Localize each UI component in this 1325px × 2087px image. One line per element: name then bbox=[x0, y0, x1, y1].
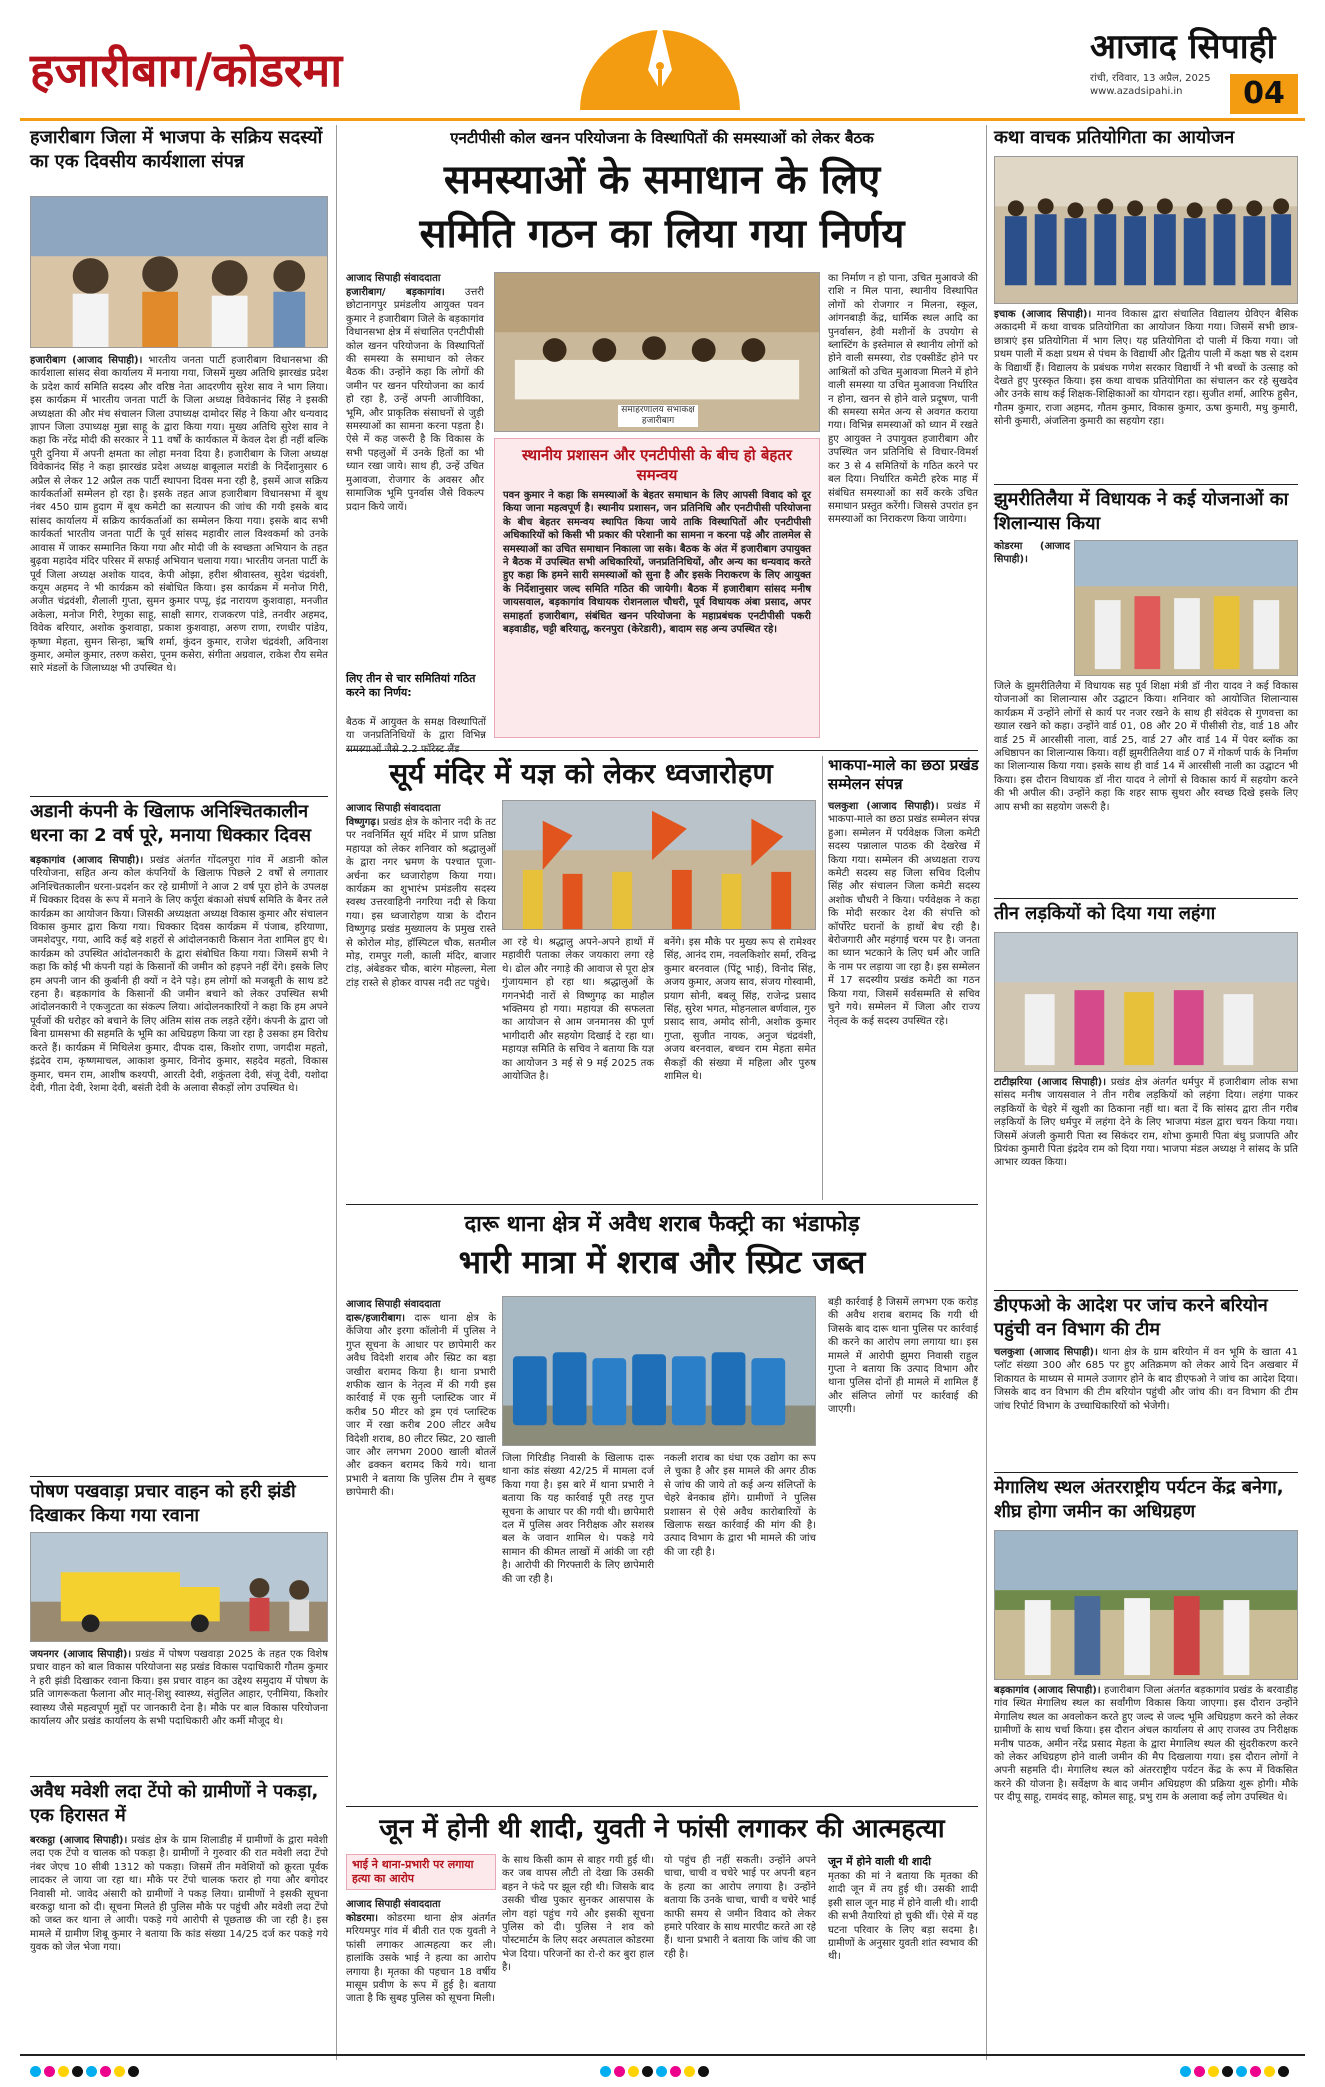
col1-article-4-body: बरकट्ठा (आजाद सिपाही)। प्रखंड क्षेत्र के ग्राम शिलाडीह में ग्रामीणों के द्वारा मवेशी लदा एक टेंपो व चालक को पकड़ा है। ग्रामीणों ने गुरुवार की रात मवेशी लदा टेंपो नंबर जेएच 10 सीबी 1312 को पकड़ा। जिसमें तीन मवेशियों को क्रूरता पूर्वक लादकर ले जाया जा रहा था। मौके पर टेंपो चालक फरार हो गया और बगोदर निवासी मो. जावेद अंसारी को ग्रामीणों ने पकड़ लिया। ग्रामीणों ने इसकी सूचना बरकट्ठा थाना को दी। सूचना मिलते ही पुलिस मौके पर पहुंची और मवेशी लदा टेंपो को जब्त कर थाना ले आयी। पकड़े गये आरोपी से पूछताछ की जा रही है। इस मामले में ग्रामीण शिबू कुमार ने बताया कि कांड संख्या 14/25 दर्ज कर पकड़े गये युवक को जेल भेजा गया। bbox=[30, 1835, 328, 1954]
byline: आजाद सिपाही संवाददाता bbox=[346, 273, 441, 284]
masthead-rule bbox=[20, 118, 1305, 121]
registration-dot bbox=[1194, 2066, 1205, 2077]
liquor-body-right: नकली शराब का धंधा एक उद्योग का रूप ले चुका है और इस मामले की अगर ठीक से जांच की जाये तो कई अन्य संलिप्तों के चेहरे बेनकाब होंगे। ग्रामीणों ने पुलिस प्रशासन से ऐसे अवैध कारोबारियों के खिलाफ सख्त कार्रवाई की मांग की है। उत्पाद विभाग के द्वारा भी मामले की जांच की जा रही है। bbox=[664, 1453, 816, 1558]
highlight-body: पवन कुमार ने कहा कि समस्याओं के बेहतर समाधान के लिए आपसी विवाद को दूर किया जाना महत्वपूर्ण है। स्थानीय प्रशासन, जन प्रतिनिधि और एनटीपीसी परियोजना के बीच बेहतर समन्वय स्थापित किया जाये ताकि विस्थापितों और एनटीपीसी अधिकारियों को किसी भी प्रकार की परेशानी का सामना न करना पड़े और तालमेल से समस्याओं का उचित समाधान निकाला जा सके। बैठक के अंत में हजारीबाग उपायुक्त ने बैठक में उपस्थित सभी अधिकारियों, जनप्रतिनिधियों, और अन्य का धन्यवाद करते हुए कहा कि हमने सारी समस्याओं को सुना है और इसके निराकरण के लिए आयुक्त के निर्देशानुसार जल्द समिति गठित की जायेगी। बैठक में हजारीबाग सांसद मनीष जायसवाल, बड़कागांव विधायक रोशनलाल चौधरी, पूर्व विधायक अंबा प्रसाद, अपर समाहर्ता हजारीबाग, संबंधित खनन परियोजना के महाप्रबंधक एनटीपीसी पकरी बड़वाडीह, चट्टी बरियातू, करनपुरा (केरेडारी), बादाम सह अन्य उपस्थित रहे। bbox=[503, 490, 811, 636]
cpiml-headline: भाकपा-माले का छठा प्रखंड सम्मेलन संपन्न bbox=[828, 756, 979, 793]
paper-name: आजाद सिपाही bbox=[1090, 27, 1276, 67]
col3-article-3-headline: तीन लड़कियों को दिया गया लहंगा bbox=[994, 903, 1216, 924]
photo-nutrition-vehicle bbox=[30, 1532, 328, 1642]
center-headline-2: समिति गठन का लिया गया निर्णय bbox=[419, 211, 905, 257]
registration-dot bbox=[44, 2066, 55, 2077]
photo-lehenga bbox=[994, 932, 1298, 1072]
liquor-body-far: बड़ी कार्रवाई है जिसमें लगभग एक करोड़ की अवैध शराब बरामद कि गयी थी जिसके बाद दारू थाना पुलिस पर कार्रवाई की करने का आरोप लगा लगाया था। इस मामले में आरोपी झुमरा निवासी राहुल गुप्ता ने बताया कि उत्पाद विभाग और थाना पुलिस दोनों ही मामले में शामिल हैं और संलिप्त लोगों पर कार्रवाई की जाएगी। bbox=[828, 1297, 978, 1416]
divider bbox=[30, 1776, 328, 1777]
registration-dot bbox=[642, 2066, 653, 2077]
column-divider bbox=[986, 125, 987, 2060]
center-kicker: एनटीपीसी कोल खनन परियोजना के विस्थापितों की समस्याओं को लेकर बैठक bbox=[450, 129, 874, 147]
suicide-box-body: मृतका की मां ने बताया कि मृतका की शादी जून में तय हुई थी। उसकी शादी इसी साल जून माह में होने वाली थी। शादी की सभी तैयारियां हो चुकी थीं। ऐसे में यह घटना परिवार के लिए बड़ा सदमा है। ग्रामीणों के अनुसार युवती शांत स्वभाव की थी। bbox=[828, 1871, 978, 1963]
headline: अडानी कंपनी के खिलाफ अनिश्चितकालीन धरना का 2 वर्ष पूरे, मनाया धिक्कार दिवस bbox=[30, 801, 312, 846]
divider bbox=[994, 484, 1298, 485]
registration-dot bbox=[30, 2066, 41, 2077]
divider bbox=[30, 796, 328, 797]
registration-dot bbox=[656, 2066, 667, 2077]
liquor-body-left: दारू/हजारीबाग। दारू थाना क्षेत्र के केंजिया और इरगा कॉलोनी में पुलिस ने गुप्त सूचना के आधार पर छापेमारी कर अवैध विदेशी शराब और स्प्रिट का बड़ा जखीरा बरामद किया है। थाना प्रभारी शफीक खान के नेतृत्व में की गयी इस कार्रवाई में एक सुनी प्लास्टिक जार में करीब 50 मीटर को ड्रम एवं प्लास्टिक जार में रखा करीब 200 लीटर अवैध विदेशी शराब, 80 लीटर स्प्रिट, 20 खाली जार और लगभग 2000 खाली बोतलें और ढक्कन बरामद किये गये। थाना प्रभारी ने बताया कि पुलिस टीम ने सुबह छापेमारी की। bbox=[346, 1313, 496, 1499]
website: www.azadsipahi.in bbox=[1090, 86, 1183, 97]
center-top-body-left: हजारीबाग/ बड़कागांव। उत्तरी छोटानागपुर प्रमंडलीय आयुक्त पवन कुमार ने हजारीबाग जिले के बड़कागांव विधानसभा क्षेत्र में संचालित एनटीपीसी कोल खनन परियोजना के विस्थापितों की समस्या के समाधान को लेकर बैठक की। उन्होंने कहा कि लोगों की जमीन पर खनन परियोजना का कार्य हो रहा है, उन्हें अपनी आजीविका, भूमि, और प्राकृतिक संसाधनों से जुड़ी समस्याओं का सामना करना पड़ता है। ऐसे में कह जरूरी है कि विकास के सभी पहलुओं में उनके हितों का भी ध्यान रखा जाये। साथ ही, उन्हें उचित मुआवजा, रोजगार के अवसर और सामाजिक भूमि पुनर्वास जैसे विकल्प प्रदान किये जायें। bbox=[346, 287, 484, 513]
suicide-body-mid: के साथ किसी काम से बाहर गयी हुई थी। कर जब वापस लौटी तो देखा कि उसकी बहन ने फंदे पर झूल रही थी। जिसके बाद उसकी चीख पुकार सुनकर आसपास के लोग वहां पहुंच गये और इसकी सूचना पुलिस को दी। पुलिस ने शव को पोस्टमार्टम के लिए सदर अस्पताल कोडरमा भेज दिया। परिजनों का रो-रो कर बुरा हाल है। bbox=[502, 1855, 654, 1974]
divider bbox=[994, 1290, 1298, 1291]
registration-dots-center bbox=[600, 2062, 712, 2081]
photo-foundation bbox=[1074, 540, 1298, 676]
registration-dot bbox=[1208, 2066, 1219, 2077]
registration-dot bbox=[684, 2066, 695, 2077]
col3-article-2-headline: झुमरीतिलैया में विधायक ने कई योजनाओं का शिलान्यास किया bbox=[994, 489, 1289, 534]
page-number: 04 bbox=[1230, 74, 1298, 114]
column-divider bbox=[822, 756, 823, 1200]
col3-article-1-headline: कथा वाचक प्रतियोगिता का आयोजन bbox=[994, 127, 1235, 148]
photo-megalith bbox=[994, 1530, 1298, 1680]
suicide-subhead: भाई ने थाना-प्रभारी पर लगाया हत्या का आरोप bbox=[352, 1858, 474, 1885]
col3-article-1-body: इचाक (आजाद सिपाही)। मानव विकास द्वारा संचालित विद्यालय ग्रेविएन बैसिक अकादमी में कथा वाचक प्रतियोगिता का आयोजन किया गया। जिसमें सभी छात्र-छात्राएं इस प्रतियोगिता में भाग लिए। यह प्रतियोगिता दो पाली में किया गया। जो प्रथम पाली में कक्षा प्रथम से पंचम के विद्यार्थी और द्वितीय पाली में कक्षा षष्ठ से दशम के विद्यार्थी हैं। विद्यालय के प्रबंधक गणेश सरकार विद्यार्थी ने भी बच्चों के उत्साह को देखते हुए पुरस्कृत किया। इस कथा वाचक प्रतियोगिता का संचालन कर रहे सुखदेव और उनके साथ कई शिक्षक-शिक्षिकाओं का योगदान रहा। सुजीत शर्मा, आरिफ हुसैन, गौतम कुमार, राजा अहमद, गौतम कुमार, विकास कुमार, ऊषा कुमारी, मधु कुमारी, सोनी कुमारी, अंजलिना कुमारी का सहयोग रहा। bbox=[994, 309, 1298, 428]
byline: आजाद सिपाही संवाददाता bbox=[346, 803, 441, 814]
liquor-body-mid: जिला गिरिडीह निवासी के खिलाफ दारू थाना कांड संख्या 42/25 में मामला दर्ज किया गया है। इस बारे में थाना प्रभारी ने बताया कि यह कार्रवाई पूरी तरह गुप्त सूचना के आधार पर की गयी थी। छापेमारी दल में पुलिस अवर निरीक्षक और सशस्त्र बल के जवान शामिल थे। पकड़े गये सामान की कीमत लाखों में आंकी जा रही है। आरोपी की गिरफ्तारी के लिए छापेमारी की जा रही है। bbox=[502, 1453, 654, 1585]
registration-dot bbox=[1180, 2066, 1191, 2077]
registration-dots-left bbox=[30, 2062, 142, 2081]
headline: अवैध मवेशी लदा टेंपो को ग्रामीणों ने पकड़ा, एक हिरासत में bbox=[30, 1781, 319, 1826]
registration-dot bbox=[86, 2066, 97, 2077]
suicide-box-head: जून में होने वाली थी शादी bbox=[828, 1855, 931, 1868]
headline: पोषण पखवाड़ा प्रचार वाहन को हरी झंडी दिखाकर किया गया रवाना bbox=[30, 1481, 296, 1526]
cpiml-body: चलकुशा (आजाद सिपाही)। प्रखंड में भाकपा-माले का छठा प्रखंड सम्मेलन संपन्न हुआ। सम्मेलन में पर्यवेक्षक जिला कमेटी सदस्य पन्नालाल पाठक की देखरेख में किया गया। सम्मेलन की अध्यक्षता राज्य कमेटी सदस्य सह जिला सचिव दिलीप सिंह और संचालन जिला कमेटी सदस्य अशोक चौधरी ने किया। पर्यवेक्षक ने कहा कि मोदी सरकार देश की संपत्ति को कॉर्पोरेट घरानों के हाथों बेच रही है। बेरोजगारी और महंगाई चरम पर है। जनता का ध्यान भटकाने के लिए धर्म और जाति के नाम पर लड़ाया जा रहा है। इस सम्मेलन में 17 सदस्यीय प्रखंड कमेटी का गठन किया गया, जिसमें सर्वसम्मति से सचिव चुने गये। सम्मेलन में जिला और राज्य नेतृत्व के कई सदस्य उपस्थित रहे। bbox=[828, 801, 980, 1027]
byline: आजाद सिपाही संवाददाता bbox=[346, 1899, 441, 1910]
highlight-box bbox=[494, 438, 820, 738]
col3-article-3-body: टाटीझरिया (आजाद सिपाही)। प्रखंड क्षेत्र अंतर्गत धर्मपुर में हजारीबाग लोक सभा सांसद मनीष जायसवाल ने तीन गरीब लड़कियों को लहंगा दिया। लहंगा पाकर लड़कियों के चेहरे में खुशी का ठिकाना नहीं था। बता दें कि सांसद द्वारा तीन गरीब लड़कियों के लिए धर्मपुर में लहंगा देने के लिए भाजपा मंडल द्वारा चयन किया गया। जिसमें अंजली कुमारी पिता स्व सिकंदर राम, शोभा कुमारी पिता बंधु प्रजापति और प्रियंका कुमारी पिता इंद्रदेव राम को दिया गया। भाजपा मंडल अध्यक्ष ने सांसद के प्रति आभार व्यक्त किया। bbox=[994, 1077, 1299, 1169]
registration-dot bbox=[1222, 2066, 1233, 2077]
surya-mandir-headline: सूर्य मंदिर में यज्ञ को लेकर ध्वजारोहण bbox=[389, 757, 773, 790]
registration-dot bbox=[128, 2066, 139, 2077]
registration-dot bbox=[100, 2066, 111, 2077]
col3-article-4-headline: डीएफओ के आदेश पर जांच करने बरियोन पहुंची वन विभाग की टीम bbox=[994, 1295, 1268, 1340]
center-headline-1: समस्याओं के समाधान के लिए bbox=[443, 157, 881, 203]
divider bbox=[994, 898, 1298, 899]
col1-article-2-body: बड़कागांव (आजाद सिपाही)। प्रखंड अंतर्गत गोंदलपुरा गांव में अडानी कोल परियोजना, सहित अन्य कोल कंपनियों के खिलाफ पिछले 2 वर्षों से लगातार अनिश्चितकालीन धरना-प्रदर्शन कर रहे ग्रामीणों ने आज 2 वर्ष पूरा होने के उपलक्ष में धिक्कार दिवस के रूप में मनाने के लिए कर्पूरा बंकाओ संघर्ष समिति के बैनर तले कार्यक्रम का आयोजन किया। जिसकी अध्यक्षता अध्यक्ष विकास कुमार और संचालन विकास कुमार द्वारा किया गया। धिक्कार दिवस कार्यक्रम में पंजाब, हरियाणा, जमशेदपुर, गया, आदि कई बड़े शहरों से आंदोलनकारी किसान नेता शामिल हुए थे। कार्यक्रम को उपस्थित आंदोलनकारी के द्वारा संबोधित किया गया। जिसमें सभी ने कहा कि कोई भी कंपनी यहां के किसानों की जमीन को हड़पने नहीं देंगे। इसके लिए हम अपनी जान की कुर्बानी ही क्यों न देने पड़े। हम लोगों को मजबूती के साथ डटे रहना है। बड़कागांव के किसानों की जमीन बचाने को लेकर उपस्थित सभी आंदोलनकारी ने एकजुटता का संकल्प लिया। आंदोलनकारियों ने कहा कि हम अपने पूर्वजों की धरोहर को बचाने के लिए अंतिम सांस तक लड़ते रहेंगे। कंपनी के द्वारा जो बिना ग्रामसभा की सहमति के भूमि का अधिग्रहण किया जा रहा है उसका हम विरोध करते हैं। कार्यक्रम में मिथिलेश कुमार, दीपक दास, किशोर राणा, जगदीश महतो, इंद्रदेव राम, कृष्णमाचल, आकाश कुमार, विनोद कुमार, सहदेव महतो, विकास कुमार, चमन राम, आशीष कश्यपी, आरती देवी, शकुंतला देवी, संजू देवी, यशोदा देवी, गीता देवी, रेशमा देवी, बसंती देवी के अलावा सैकड़ों लोग उपस्थित थे। bbox=[30, 855, 328, 1094]
masthead bbox=[0, 0, 1325, 120]
col1-article-4 bbox=[30, 1780, 328, 1828]
registration-dots-right bbox=[1180, 2062, 1292, 2081]
divider bbox=[30, 1476, 328, 1477]
dateline: रांची, रविवार, 13 अप्रैल, 2025 bbox=[1090, 73, 1211, 84]
registration-dot bbox=[628, 2066, 639, 2077]
divider bbox=[346, 750, 978, 751]
section-title: हजारीबाग/कोडरमा bbox=[30, 43, 343, 97]
registration-dot bbox=[1278, 2066, 1289, 2077]
suicide-body-left: कोडरमा। कोडरमा थाना क्षेत्र अंतर्गत मरियमपुर गांव में बीती रात एक युवती ने फांसी लगाकर आत्महत्या कर ली। हालांकि उसके भाई ने हत्या का आरोप लगाया है। मृतका की पहचान 18 वर्षीय मासूम प्रवीण के रूप में हुई है। बताया जाता है कि सुबह पुलिस को सूचना मिली। bbox=[346, 1913, 496, 2005]
column-divider bbox=[336, 125, 337, 2060]
col3-article-5-headline: मेगालिथ स्थल अंतरराष्ट्रीय पर्यटन केंद्र बनेगा, शीघ्र होगा जमीन का अधिग्रहण bbox=[994, 1477, 1284, 1522]
registration-dot bbox=[1250, 2066, 1261, 2077]
photo-bjp-workshop bbox=[30, 196, 328, 348]
surya-mandir-body-mid: आ रहे थे। श्रद्धालु अपने-अपने हाथों में महावीरी पताका लेकर जयकारा लगा रहे थे। ढोल और नगाड़े की आवाज से पूरा क्षेत्र गुंजायमान हो रहा था। श्रद्धालुओं के गगनभेदी नारों से विष्णुगढ़ का माहौल भक्तिमय हो गया। महायज्ञ की सफलता का आयोजन से आम जनमानस की पूर्ण भागीदारी और सहयोग दिखाई दे रहा था। महायज्ञ समिति के सचिव ने बताया कि यज्ञ का आयोजन 3 मई से 9 मई 2025 तक आयोजित है। bbox=[502, 937, 654, 1083]
highlight-headline: स्थानीय प्रशासन और एनटीपीसी के बीच हो बेहतर समन्वय bbox=[521, 446, 793, 484]
center-sub-head: लिए तीन से चार समितियां गठित करने का निर्णय: bbox=[346, 672, 476, 699]
col1-article-1 bbox=[30, 126, 328, 174]
footer-rule bbox=[20, 2054, 1305, 2056]
surya-mandir-body-left: विष्णुगढ़। प्रखंड क्षेत्र के कोनार नदी के तट पर नवनिर्मित सूर्य मंदिर में प्राण प्रतिष्ठा महायज्ञ को लेकर शनिवार को श्रद्धालुओं के द्वारा नगर भ्रमण के पश्चात पूजा-अर्चना कर ध्वजारोहण किया गया। कार्यक्रम का शुभारंभ प्रमंडलीय सदस्य स्वस्थ उत्तरवाहिनी नगरिया नदी से किया गया। इस ध्वजारोहण यात्रा के दौरान विष्णुगढ़ प्रखंड मुख्यालय के प्रमुख रास्ते से कोरोल मोड़, हॉस्पिटल चौक, सतमील मोड़, रामपुर गली, काली मंदिर, बाजार टांड़, अंबेडकर चौक, बारंग मोहल्ला, मेला टांड़ रास्ते से होकर वापस नदी तट पहुंचे। bbox=[346, 817, 496, 989]
registration-dot bbox=[614, 2066, 625, 2077]
registration-dot bbox=[698, 2066, 709, 2077]
col1-article-2 bbox=[30, 800, 328, 848]
center-sub-body: बैठक में आयुक्त के समक्ष विस्थापितों या जनप्रतिनिधियों के द्वारा विभिन्न bbox=[346, 717, 486, 742]
liquor-headline: भारी मात्रा में शराब और स्प्रिट जब्त bbox=[458, 1243, 866, 1281]
suicide-headline: जून में होनी थी शादी, युवती ने फांसी लगाकर की आत्महत्या bbox=[379, 1814, 945, 1844]
photo-seized-jars bbox=[502, 1296, 816, 1446]
divider bbox=[346, 1204, 978, 1205]
suicide-body-right: यो पहुंच ही नहीं सकती। उन्होंने अपने चाचा, चाची व चचेरे भाई पर अपनी बहन के हत्या का आरोप लगाया है। उन्होंने बताया कि उनके चाचा, चाची व चचेरे भाई काफी समय से जमीन विवाद को लेकर हमारे परिवार के साथ मारपीट करते आ रहे हैं। थाना प्रभारी ने बताया कि जांच की जा रही है। bbox=[664, 1855, 816, 1960]
col1-article-3 bbox=[30, 1480, 328, 1528]
registration-dot bbox=[1236, 2066, 1247, 2077]
col3-article-4-body: चलकुशा (आजाद सिपाही)। थाना क्षेत्र के ग्राम बरियोन में वन भूमि के खाता 41 प्लॉट संख्या 300 और 685 पर हुए अतिक्रमण को लेकर आये दिन अखबार में शिकायत के माध्यम से मामले उजागर होने के बाद डीएफओ ने जांच का आदेश दिया। जिसके बाद वन विभाग की टीम बरियोन पहुंची और जांच की। वन विभाग की टीम जांच रिपोर्ट विभाग के उच्चाधिकारियों को भेजेगी। bbox=[994, 1347, 1298, 1412]
col1-article-3-body: जयनगर (आजाद सिपाही)। प्रखंड में पोषण पखवाड़ा 2025 के तहत एक विशेष प्रचार वाहन को बाल विकास परियोजना सह प्रखंड विकास पदाधिकारी गौतम कुमार ने हरी झंडी दिखाकर रवाना किया। इस प्रचार वाहन का उद्देश्य समुदाय में पोषण के प्रति जागरूकता फैलाना और मातृ-शिशु स्वास्थ्य, संतुलित आहार, एनीमिया, किशोर स्वास्थ्य जैसे महत्वपूर्ण मुद्दों पर जानकारी देना है। मौके पर बाल विकास परियोजना कार्यालय और प्रखंड कार्यालय के सभी पदाधिकारी और कर्मी मौजूद थे। bbox=[30, 1649, 328, 1728]
photo-procession bbox=[502, 800, 816, 930]
col3-article-5-body: बड़कागांव (आजाद सिपाही)। हजारीबाग जिला अंतर्गत बड़कागांव प्रखंड के बरवाडीह गांव स्थित मेगालिथ स्थल का सर्वांगीण विकास किया जाएगा। इस दौरान उन्होंने मेगालिथ स्थल का अवलोकन करते हुए जल्द से जल्द भूमि अधिग्रहण करने को लेकर ग्रामीणों के साथ चर्चा किया। इस दौरान अंचल कार्यालय से आए राजस्व उप निरीक्षक मनीष पाठक, अमीन नरेंद्र प्रसाद मेहता के द्वारा मेगालिथ स्थल की सुंदरीकरण करने को लेकर अधिग्रहण होने वाली जमीन की मैप दिखलाया गया। इस दौरान लोगों ने अपनी सहमति दी। मेगालिथ स्थल को अंतरराष्ट्रीय पर्यटन केंद्र के रूप में विकसित करने की योजना है। सर्वेक्षण के बाद जमीन अधिग्रहण की प्रक्रिया शुरू होगी। मौके पर दीपू साहू, रामवंद साहू, कोमल साहू, प्रभु राम के अलावा कई लोग उपस्थित थे। bbox=[994, 1685, 1298, 1804]
surya-mandir-body-right: बनेंगे। इस मौके पर मुख्य रूप से रामेश्वर सिंह, आनंद राम, नवलकिशोर सर्मा, रविन्द्र कुमार बरनवाल (पिंटू भाई), विनोद सिंह, अजय कुमार, अजय साव, संजय गोस्वामी, प्रयाग सोनी, बबलू सिंह, राजेन्द्र प्रसाद सिंह, सुरेश भगत, मोहनलाल बर्णवाल, गुरु प्रसाद साव, अमोद सोनी, अशोक कुमार गुप्ता, सुजीत नायक, अनुज चंद्रवंशी, अजय बरनवाल, बच्चन राम मेहता समेत सैकड़ों की संख्या में महिला और पुरुष शामिल थे। bbox=[664, 937, 816, 1083]
divider bbox=[994, 1472, 1298, 1473]
registration-dot bbox=[58, 2066, 69, 2077]
registration-dot bbox=[1264, 2066, 1275, 2077]
col1-article-1-body: हजारीबाग (आजाद सिपाही)। भारतीय जनता पार्टी हजारीबाग विधानसभा की कार्यशाला सांसद सेवा कार्यालय में मनाया गया, जिसमें मुख्य अतिथि झारखंड प्रदेश के प्रदेश कार्य समिति सदस्य और वरिष्ठ नेता आदरणीय सुरेश साव ने भाग लिया। इस कार्यक्रम में भारतीय जनता पार्टी के जिला अध्यक्ष विवेकानंद सिंह ने इसकी अध्यक्षता की और मंच संचालन जिला उपाध्यक्ष दामोदर सिंह ने किया और धन्यवाद ज्ञापन जिला उपाध्यक्ष मुन्ना साहू के द्वारा किया गया। मुख्य अतिथि सुरेश साव ने कहा कि नरेंद्र मोदी की सरकार ने 11 वर्षों के कार्यकाल में केवल देश ही नहीं बल्कि पूरी दुनिया में अपनी क्षमता का लोहा मनवा दिया है। हजारीबाग के जिला अध्यक्ष विवेकानंद सिंह ने कहा झारखंड प्रदेश अध्यक्ष बाबूलाल मरांडी के निर्देशानुसार 6 अप्रैल से लेकर 12 अप्रैल तक पार्टी स्थापना दिवस मना रही है, इसमें आज सक्रिय कार्यकर्ताओं सम्मेलन हो रहा है। इसके तहत आज हजारीबाग विधानसभा में बूथ नंबर 450 ग्राम हुदाग में बूथ कमेटी का सत्यापन की जांच की गयी इसके बाद सांसद कार्यालय में सक्रिय कार्यकर्ताओं का सम्मेलन किया गया। इसके बाद सभी कार्यकर्ता भारतीय जनता पार्टी के पूर्व सांसद महावीर लाल विश्वकर्मा को उनके आवास में जाकर सम्मानित किया गया और मोदी जी के स्वच्छता अभियान के तहत बुढ़वा महादेव मंदिर परिसर में सफाई अभियान चलाया गया। भारतीय जनता पार्टी के पूर्व जिला अध्यक्ष अशोक यादव, केपी ओझा, हरीश श्रीवास्तव, सुदेश चंद्रवंशी, कयूम अहमद ने भी कार्यक्रम को संबोधित किया। इस कार्यक्रम में मनोज गिरी, अजीत चंद्रवंशी, शैलाली गुप्ता, सुमन कुमार पप्पू, इंद्र नारायण कुशवाहा, मनजीत अकेला, मनोज गिरी, रेणुका साहू, साक्षी सागर, राजकरण पांडे, तनवीर अहमद, विवेक बरियार, अशोक कुशवाहा, प्रकाश कुशवाहा, अरुण राणा, रणधीर पांडेय, कृष्णा मेहता, सुमन सिन्हा, ऋषि शर्मा, कुंदन कुमार, राजेश चंद्रवंशी, अविनाश कुमार, अमोल कुमार, तरुण कसेरा, पूनम कसेरा, संगीता अग्रवाल, राकेश रौय समेत सारे मंडलों के जिलाध्यक्ष भी उपस्थित थे। bbox=[30, 355, 328, 675]
byline: आजाद सिपाही संवाददाता bbox=[346, 1299, 441, 1310]
headline: हजारीबाग जिला में भाजपा के सक्रिय सदस्यों का एक दिवसीय कार्यशाला संपन्न bbox=[30, 127, 323, 172]
registration-dot bbox=[670, 2066, 681, 2077]
photo-banner-text: समाहरणालय सभाकक्ष हजारीबाग bbox=[618, 405, 698, 427]
center-top-body-right: का निर्माण न हो पाना, उचित मुआवजे की राशि न मिल पाना, स्थानीय विस्थापित लोगों को रोजगार न मिलना, स्कूल, आंगनबाड़ी केंद्र, धार्मिक स्थल आदि का पुनर्वासन, हेवी मशीनों के उपयोग से ब्लास्टिंग के इस्तेमाल से स्थानीय लोगों को होने वाली समस्या, रोड एक्सीडेंट होने पर आश्रितों को उचित मुआवजा मिलने में होने वाली समस्या या उचित मुआवजा निर्धारित न होना, खनन से होने वाले प्रदूषण, पानी की समस्या समेत अन्य से अवगत कराया गया। विभिन्न समस्याओं को ध्यान में रखते हुए आयुक्त ने उपायुक्त हजारीबाग और उपस्थित जन प्रतिनिधि से विचार-विमर्श कर 3 से 4 समितियों के गठित करने पर बल दिया। निर्धारित कमेटी हरेक माह में संबंधित समस्याओं का सर्वे करके उचित समाधान प्रस्तुत करेंगी। जिससे उपरांत इन समस्याओं का निराकरण किया जायेगा। bbox=[828, 273, 978, 526]
photo-meeting bbox=[494, 272, 820, 432]
photo-students bbox=[994, 156, 1298, 304]
suicide-subhead-box bbox=[346, 1854, 496, 1890]
col3-article-2-lead-col: कोडरमा (आजाद सिपाही)। bbox=[994, 541, 1070, 566]
sun-pen-logo-icon bbox=[560, 0, 760, 110]
registration-dot bbox=[114, 2066, 125, 2077]
divider bbox=[346, 1806, 978, 1807]
registration-dot bbox=[600, 2066, 611, 2077]
col3-article-2-body: जिले के झुमरीतिलैया में विधायक सह पूर्व शिक्षा मंत्री डॉ नीरा यादव ने कई विकास योजनाओं का शिलान्यास और उद्घाटन किया। शनिवार को आयोजित शिलान्यास कार्यक्रम में उन्होंने लोगों से कार्य पर नजर रखने के साथ ही संवेदक से गुणवत्ता का ख्याल रखने को कहा। उन्होंने वार्ड 01, 08 और 20 में पीसीसी रोड, वार्ड 18 और वार्ड 25 में आरसीसी नाला, वार्ड 25, वार्ड 27 और वार्ड 14 में पेवर ब्लॉक का अधिष्ठापन का शिलान्यास किया। वहीं झुमरीतिलैया वार्ड 07 में गोकर्ण पार्क के निर्माण का शिलान्यास किया गया। इसके साथ ही वार्ड 14 में आरसीसी नाली का उद्घाटन भी किया। इस दौरान विधायक डॉ नीरा यादव ने लोगों से विकास कार्य में सहयोग करने की भी अपील की। उन्होंने कहा कि शहर साफ सुथरा और स्वच्छ दिखे इसके लिए आप सभी का सहयोग जरूरी है। bbox=[994, 681, 1298, 813]
liquor-kicker: दारू थाना क्षेत्र में अवैध शराब फैक्ट्री का भंडाफोड़ bbox=[464, 1212, 860, 1237]
registration-dot bbox=[72, 2066, 83, 2077]
